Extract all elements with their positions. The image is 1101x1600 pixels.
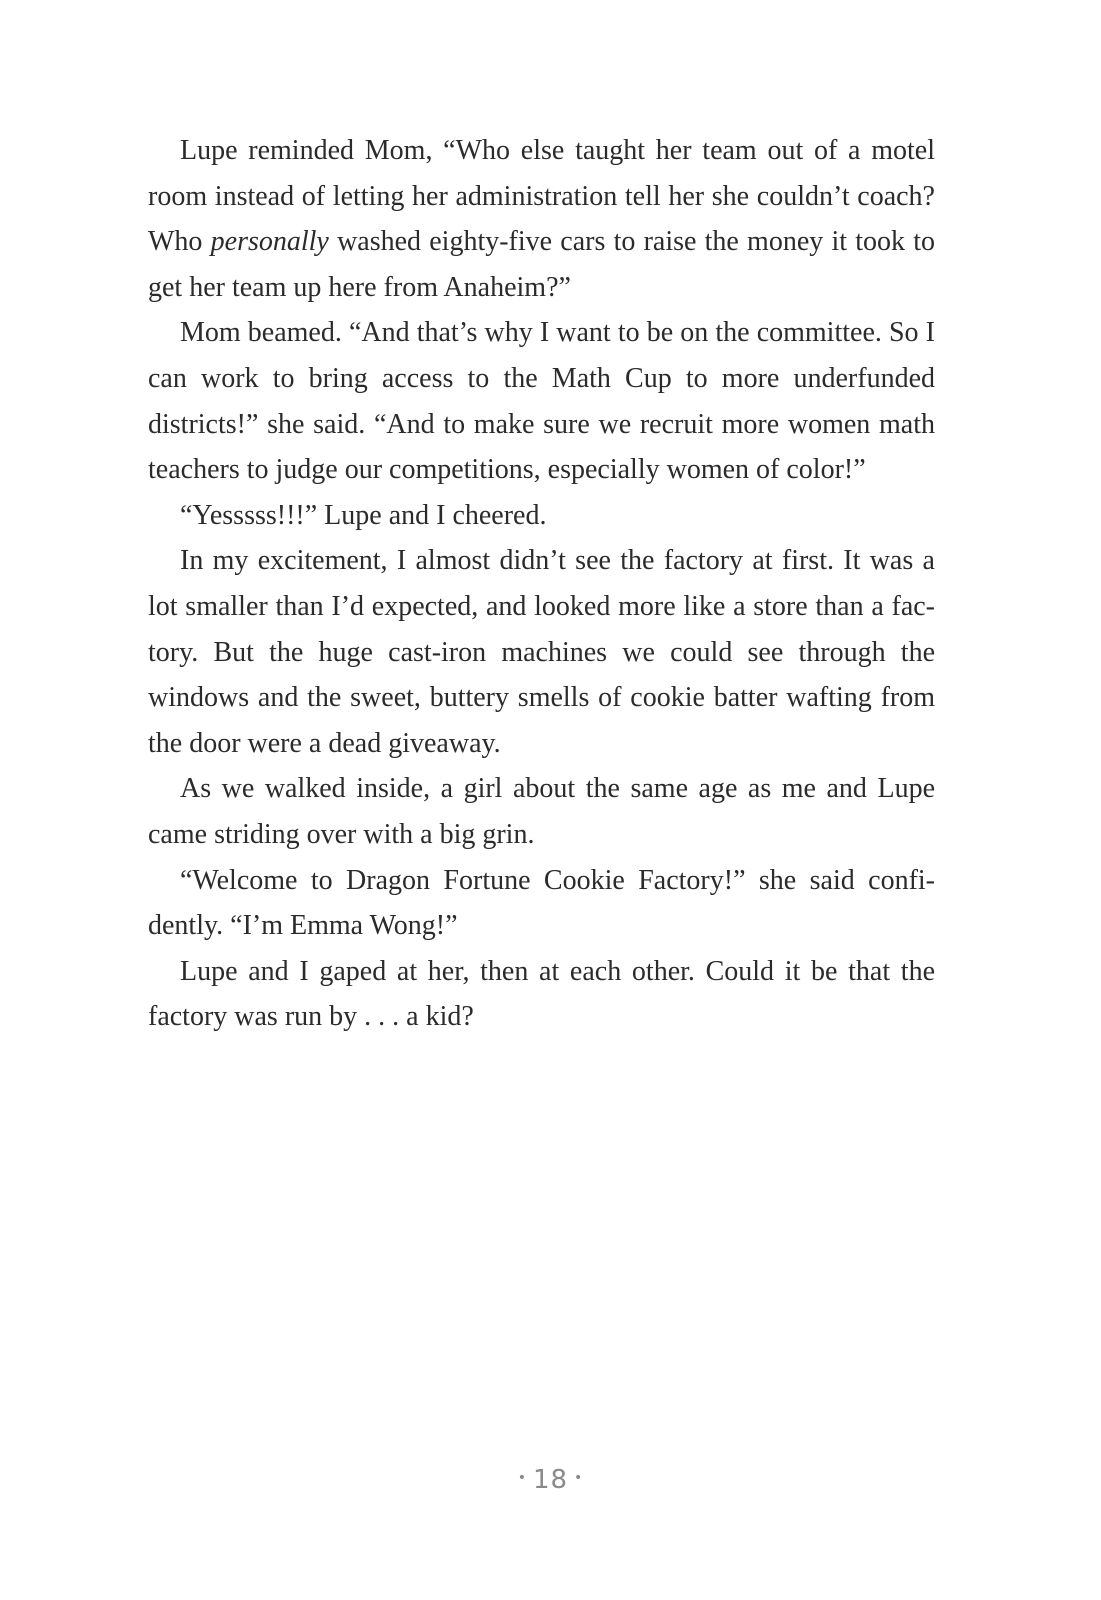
paragraph: [148, 493, 935, 539]
text-segment: Lupe and I gaped at her, then at each other. Could it be that the factory was run by . . . a kid?: [148, 955, 935, 1033]
text-segment: In my excitement, I almost didn’t see the factory at first. It was a lot smaller than I’d expected, and looked more like a store than a factory. But the huge cast-iron machines we could see through the windows and the sweet, buttery smells of cookie batter wafting from the door were a dead giveaway.: [148, 545, 935, 759]
text-segment: “Welcome to Dragon Fortune Cookie Factory!” she said confidently. “I’m Emma Wong!”: [148, 864, 935, 942]
paragraph: [148, 949, 935, 1040]
paragraph: [148, 858, 935, 949]
body-text: [148, 128, 935, 1040]
text-segment: washed eighty-five cars to raise the money it took to get her team up here from Anaheim?”: [148, 226, 935, 303]
text-segment: “Yesssss!!!” Lupe and I cheered.: [180, 499, 547, 531]
page-number-dot-left: •: [517, 1469, 527, 1486]
page-number-value: 18: [532, 1465, 569, 1495]
text-segment: As we walked inside, a girl about the same age as me and Lupe came striding over with a big grin.: [148, 773, 935, 850]
text-segment-italic: personally: [210, 226, 329, 258]
paragraph: [148, 766, 935, 857]
paragraph: [148, 310, 935, 492]
paragraph: [148, 538, 935, 766]
page-number: [0, 1465, 1101, 1495]
text-segment: Lupe reminded Mom, “Who else taught her team out of a motel room instead of letting her administration tell her she couldn’t coach? Who: [148, 135, 935, 258]
text-segment: Mom beamed. “And that’s why I want to be on the committee. So I can work to bring access to the Math Cup to more underfunded districts!” she said. “And to make sure we recruit more women math teachers to judge our competitions, especially women of color!”: [148, 317, 935, 486]
paragraph: [148, 128, 935, 310]
page-number-dot-right: •: [574, 1469, 584, 1486]
